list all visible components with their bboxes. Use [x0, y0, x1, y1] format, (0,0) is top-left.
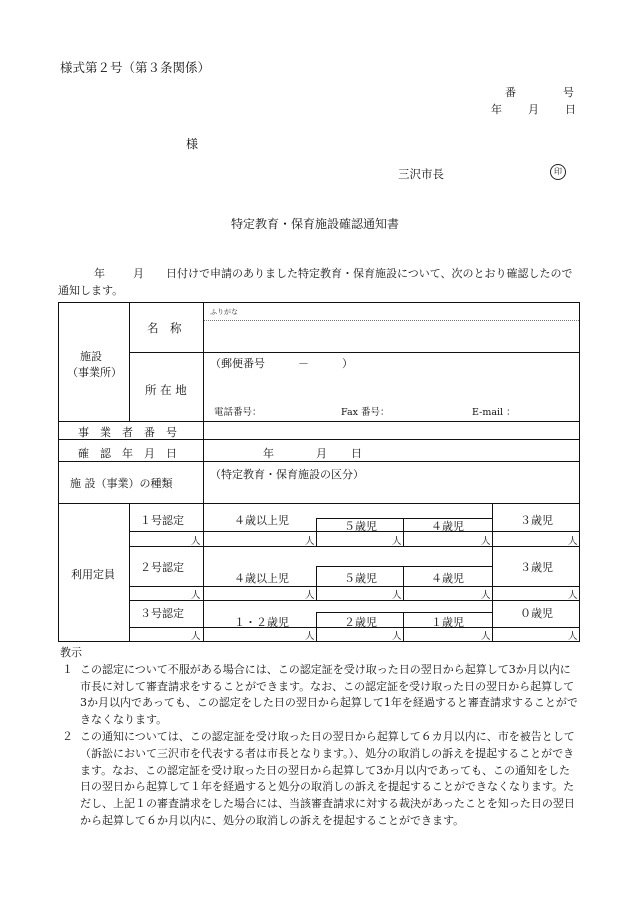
unit: 人	[568, 631, 578, 642]
cert-3-age-b: １歳児	[431, 616, 464, 629]
postal-code-label: （郵便番号 － ）	[210, 357, 353, 370]
address-label: 所 在 地	[145, 383, 187, 397]
email-label: E-mail ：	[472, 407, 516, 418]
facility-label: 施設	[80, 350, 102, 363]
date-year: 年	[491, 103, 502, 116]
cert-1-age-b: ４歳児	[431, 520, 464, 533]
confirm-month: 月	[316, 447, 327, 460]
furigana-label: ふりがな	[210, 308, 238, 316]
unit: 人	[191, 631, 201, 642]
date-day: 日	[565, 103, 576, 116]
unit: 人	[392, 590, 402, 601]
unit: 人	[481, 631, 491, 642]
unit: 人	[481, 590, 491, 601]
document-number	[505, 84, 575, 100]
intro-text	[58, 265, 580, 299]
confirmation-table	[58, 302, 580, 642]
number-suffix: 号	[563, 86, 575, 99]
facility-type-label: 施 設（事業）の種類	[70, 477, 173, 490]
unit: 人	[305, 536, 315, 547]
cert-2-age-b: ４歳児	[431, 572, 464, 585]
phone-label: 電話番号：	[214, 407, 262, 418]
cert-1-age-c: ３歳児	[520, 514, 553, 527]
instruction-number: １	[62, 662, 73, 676]
cert-3-total: １・２歳児	[234, 616, 289, 629]
unit: 人	[392, 631, 402, 642]
cert-2-label: ２号認定	[140, 561, 184, 574]
unit: 人	[481, 536, 491, 547]
cert-1-label: １号認定	[140, 514, 184, 527]
intro-month: 月	[133, 267, 144, 280]
instruction-text: この通知については、この認定証を受け取った日の翌日から起算して６カ月以内に、市を被告として（訴訟において三沢市を代表する者は市長となります。）、処分の取消しの訴えを提起することができます。なお、この認定証を受け取った日の翌日から起算して3か月以内であっても、この通知をした日の翌日から起算して１年を経過すると処分の取消しの訴えを提起することができなくなります。ただし、上記１の審査請求をした場合には、当該審査請求に対する裁決があったことを知った日の翌日から起算して６か月以内に、処分の取消しの訴えを提起することができます。	[80, 729, 575, 827]
confirm-year: 年	[263, 447, 274, 460]
intro-year: 年	[94, 267, 105, 280]
cert-1-age-a: ５歳児	[344, 520, 377, 533]
recipient-suffix: 様	[186, 137, 199, 151]
seal-icon: 印	[550, 164, 566, 180]
operator-number-label: 事 業 者 番 号	[78, 426, 177, 439]
instructions-heading: 教示	[60, 646, 82, 659]
cert-1-total: ４歳以上児	[234, 514, 289, 527]
fax-label: Fax 番号：	[341, 407, 390, 418]
issuer-name: 三沢市長	[398, 167, 444, 181]
unit: 人	[305, 631, 315, 642]
cert-2-age-c: ３歳児	[520, 561, 553, 574]
unit: 人	[191, 536, 201, 547]
unit: 人	[568, 590, 578, 601]
instructions	[60, 645, 580, 830]
cert-3-age-a: ２歳児	[344, 616, 377, 629]
number-label: 番	[505, 86, 517, 99]
form-number: 様式第２号（第３条関係）	[60, 60, 211, 75]
unit: 人	[305, 590, 315, 601]
unit: 人	[392, 536, 402, 547]
document-title: 特定教育・保育施設確認通知書	[230, 217, 399, 231]
instruction-number: ２	[62, 729, 73, 743]
document-date	[491, 101, 576, 117]
cert-2-total: ４歳以上児	[234, 572, 289, 585]
cert-3-label: ３号認定	[140, 607, 184, 620]
facility-type-value: （特定教育・保育施設の区分）	[210, 468, 364, 481]
instruction-item	[60, 662, 580, 729]
unit: 人	[568, 536, 578, 547]
unit: 人	[191, 590, 201, 601]
instruction-text: この認定について不服がある場合には、この認定証を受け取った日の翌日から起算して3か月以内に市長に対して審査請求をすることができます。なお、この認定証を受け取った日の翌日から起算して3か月以内であっても、この認定をした日の翌日から起算して1年を経過すると審査請求することができなくなります。	[80, 662, 578, 727]
cert-3-age-c: ０歳児	[520, 607, 553, 620]
confirm-date-label: 確 認 年 月 日	[78, 447, 177, 460]
date-month: 月	[528, 103, 539, 116]
intro-body: 日付けで申請のありました特定教育・保育施設について、次のとおり確認したので通知します。	[58, 267, 573, 297]
capacity-label: 利用定員	[71, 568, 115, 581]
instruction-item	[60, 729, 580, 830]
cert-2-age-a: ５歳児	[344, 572, 377, 585]
name-label: 名 称	[147, 321, 182, 335]
confirm-day: 日	[351, 447, 362, 460]
facility-label-sub: （事業所）	[67, 366, 122, 379]
